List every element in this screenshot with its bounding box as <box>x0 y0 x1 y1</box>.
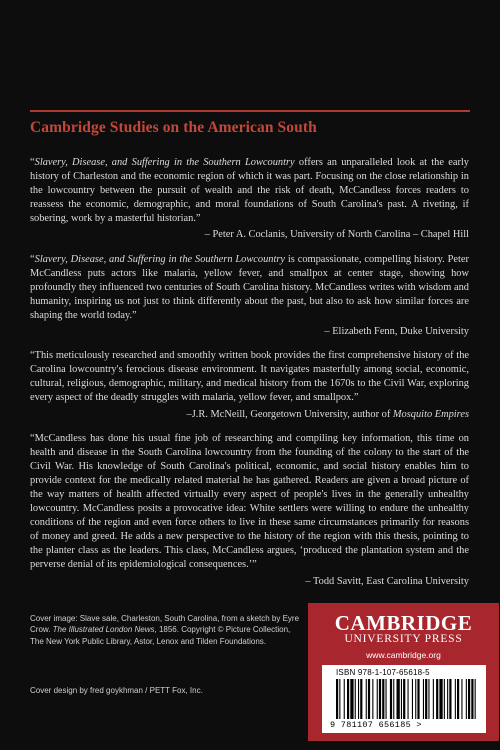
blurb-attribution-3 <box>30 408 469 422</box>
barcode-bar <box>425 679 427 719</box>
barcode-bar <box>397 679 400 719</box>
series-title: Cambridge Studies on the American South <box>30 119 317 136</box>
blurb-attribution-1: – Peter A. Coclanis, University of North Carolina – Chapel Hill <box>204 229 469 241</box>
barcode-icon <box>336 679 476 725</box>
barcode-bar <box>475 679 476 719</box>
barcode-bar <box>350 679 353 719</box>
barcode-bar <box>358 679 359 719</box>
quote-text: is compassionate, compelling history. Peter McCandless puts actors like malaria, yellow fever, and smallpox at center stage, showing how profoundly they influenced two centuries of South Carolina history. McCandless writes with wisdom and humanity, inspiring us not just to think differently about the past, but also to ask how similar forces are shaping the world today.” <box>30 253 469 321</box>
barcode-bar <box>393 679 394 719</box>
barcode-bar <box>466 679 467 719</box>
barcode-bar <box>339 679 340 719</box>
attribution-text: –J.R. McNeill, Georgetown University, author of <box>186 408 393 420</box>
blurb-attribution-2: – Elizabeth Fenn, Duke University <box>324 326 469 338</box>
barcode-bar <box>428 679 429 719</box>
barcode-bar <box>379 679 381 719</box>
barcode-bar <box>355 679 356 719</box>
barcode-bar <box>436 679 438 719</box>
barcode-bar <box>412 679 413 719</box>
barcode-bar <box>417 679 419 719</box>
barcode-bar <box>382 679 384 719</box>
barcode-bar <box>366 679 367 719</box>
barcode-bar <box>347 679 349 719</box>
barcode-bar <box>444 679 445 719</box>
barcode-bar <box>360 679 362 719</box>
barcode-bar <box>377 679 378 719</box>
barcode-bar <box>433 679 434 719</box>
book-title: Slavery, Disease, and Suffering in the Southern Lowcountry <box>34 157 295 168</box>
credit-publication: The Illustrated London News <box>52 625 155 635</box>
barcode-bar <box>461 679 462 719</box>
barcode-bar <box>415 679 416 719</box>
barcode-panel <box>322 665 486 733</box>
barcode-bar <box>468 679 470 719</box>
barcode-bar <box>439 679 442 719</box>
attribution-book: Mosquito Empires <box>392 408 469 420</box>
quote-text: offers an unparalleled look at the early history of Charleston and the economic region of which it was part. Focusing on the close relationship in the lowcountry between the pursuit of wealth and the risk of death, McCandless forces readers to reassess the economic, demographic, and moral foundations of South Carolina's past. A riveting, if sobering, work by a masterful historian.” <box>30 157 469 225</box>
barcode-bar <box>423 679 424 719</box>
publisher-name: CAMBRIDGE <box>334 611 473 635</box>
publisher-logo-box <box>308 603 499 741</box>
blurb-quote-3: “This meticulously researched and smoothly written book provides the first comprehensive history of the Carolina lowcountry's ferocious disease environment. It navigates masterfully among social, economic, cultural, religious, demographic, military, and medical history from the 1670s to the Civil War, exploring every aspect of the deadly struggles with malaria, yellow fever, and smallpox.” <box>30 350 469 404</box>
blurb-quote-4: “McCandless has done his usual fine job of researching and compiling key information, this time on health and disease in the South Carolina lowcountry from the founding of the colony to the start of the Civil War. His knowledge of South Carolina's political, economic, and social history enables him to provide context for the medically related material he has gathered. Readers are given a broad picture of the way matters of health affected virtually every aspect of people's lives in the generally unhealthy lowcountry. McCandless posits a provocative idea: White settlers were willing to endure the unhealthy conditions of the region and even force others to live in these same circumstances primarily for reasons of money and greed. He adds a new perspective to the history of the region with this thesis, pointing to the planter class as the leaders. This class, McCandless argues, ‘produced the plantation system and the perverse denial of its epidemiological consequences.’” <box>30 432 469 571</box>
barcode-bar <box>408 679 409 719</box>
isbn-label: ISBN 978-1-107-65618-5 <box>336 668 430 677</box>
blurb-quote-2: “Slavery, Disease, and Suffering in the Southern Lowcountry is compassionate, compelling history. Peter McCandless puts actors like malaria, yellow fever, and smallpox at center stage, showing how profoundly they influenced two centuries of South Carolina history. McCandless writes with wisdom and humanity, inspiring us not just to think differently about the past, but also to ask how similar forces are shaping the world today.” <box>30 253 469 321</box>
barcode-bar <box>455 679 456 719</box>
barcode-bar <box>401 679 402 719</box>
series-rule <box>30 110 470 112</box>
barcode-bar <box>372 679 373 719</box>
barcode-bar <box>471 679 473 719</box>
publisher-subtitle: UNIVERSITY PRESS <box>344 633 463 645</box>
barcode-bar <box>447 679 448 719</box>
barcode-bar <box>390 679 392 719</box>
barcode-bar <box>336 679 338 719</box>
barcode-bar <box>449 679 451 719</box>
blurb-attribution-4: – Todd Savitt, East Carolina University <box>305 575 469 587</box>
credit-line-2: , 1856. Copyright © Picture Collection, The New York Public Library, Astor, Lenox and Tilden Foundations. <box>30 625 291 646</box>
cover-design-credit: Cover design by fred goykhman / PETT Fox, Inc. <box>30 686 203 695</box>
barcode-bar <box>457 679 459 719</box>
credit-line-1: Cover image: Slave sale, Charleston, South Carolina, from a sketch by Eyre Crow. <box>30 614 300 635</box>
ean-digits: 9 781107 656185 > <box>330 720 422 730</box>
barcode-bar <box>386 679 387 719</box>
barcode-bar <box>368 679 370 719</box>
book-title: Slavery, Disease, and Suffering in the Southern Lowcountry <box>34 253 286 265</box>
blurbs <box>30 156 469 599</box>
blurb-quote-1: “Slavery, Disease, and Suffering in the Southern Lowcountry offers an unparalleled look at the early history of Charleston and the economic region of which it was part. Focusing on the close relationship in the lowcountry between the pursuit of wealth and the risk of death, McCandless forces readers to reassess the economic, demographic, and moral foundations of South Carolina's past. A riveting, if sobering, work by a masterful historian.” <box>30 157 469 225</box>
barcode-bar <box>403 679 405 719</box>
publisher-url: www.cambridge.org <box>366 650 441 660</box>
cover-image-credit <box>30 613 300 647</box>
barcode-bar <box>344 679 345 719</box>
